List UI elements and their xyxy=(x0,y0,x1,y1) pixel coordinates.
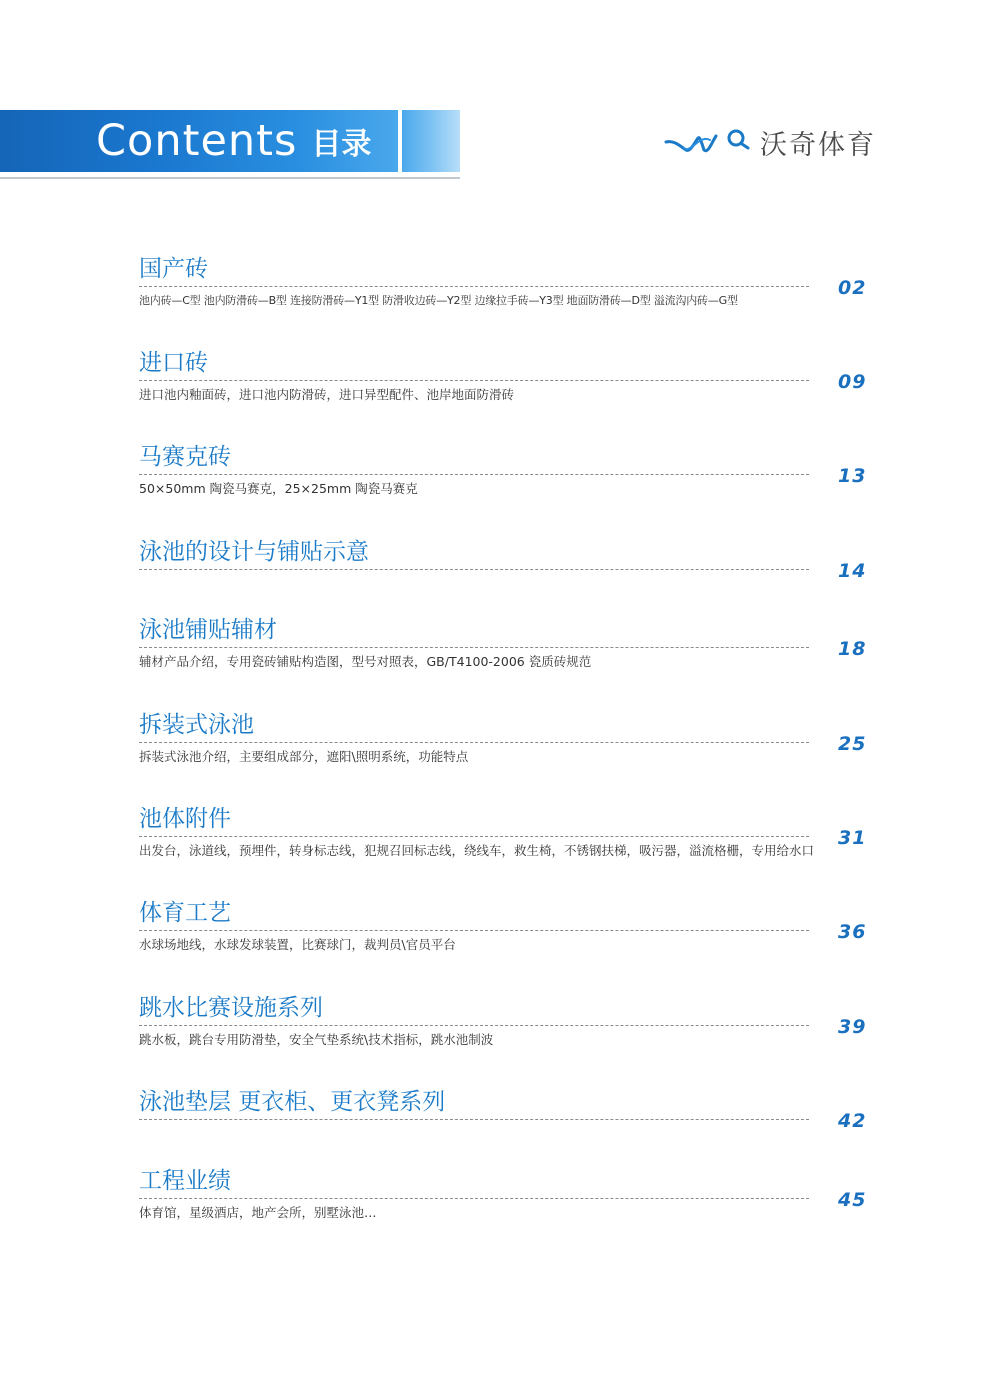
toc-page-number: 36 xyxy=(838,921,867,943)
toc-dashed-rule xyxy=(139,286,809,287)
toc-page-number: 39 xyxy=(838,1016,867,1038)
toc-entry-description: 进口池内釉面砖，进口池内防滑砖，进口异型配件、池岸地面防滑砖 xyxy=(139,387,515,402)
toc-entry-description: 池内砖—C型 池内防滑砖—B型 连接防滑砖—Y1型 防滑收边砖—Y2型 边缘拉手砖—Y3型 地面防滑砖—D型 溢流沟内砖—G型 xyxy=(139,294,738,307)
toc-page-number: 18 xyxy=(838,638,867,660)
toc-entry-description: 辅材产品介绍，专用瓷砖铺贴构造图，型号对照表，GB/T4100-2006 瓷质砖规范 xyxy=(139,654,592,669)
toc-page-number: 13 xyxy=(838,465,867,487)
toc-page-number: 02 xyxy=(838,277,867,299)
toc-dashed-rule xyxy=(139,1025,809,1026)
toc-entry-description: 跳水板，跳台专用防滑垫，安全气垫系统\技术指标，跳水池制波 xyxy=(139,1032,494,1047)
toc-entry-title: 国产砖 xyxy=(139,256,208,282)
toc-entry-description: 出发台，泳道线，预埋件，转身标志线，犯规召回标志线，绕线车，救生椅，不锈钢扶梯，吸污器，溢流格栅，专用给水口 xyxy=(139,843,815,858)
toc-page-number: 25 xyxy=(838,733,867,755)
toc-page-number: 42 xyxy=(838,1110,867,1132)
toc-dashed-rule xyxy=(139,742,809,743)
toc-dashed-rule xyxy=(139,647,809,648)
toc-dashed-rule xyxy=(139,380,809,381)
toc-entry-title: 泳池垫层 更衣柜、更衣凳系列 xyxy=(139,1089,446,1115)
toc-entry-title: 体育工艺 xyxy=(139,900,231,926)
toc-dashed-rule xyxy=(139,836,809,837)
toc-entry-description: 50×50mm 陶瓷马赛克，25×25mm 陶瓷马赛克 xyxy=(139,481,418,496)
toc-dashed-rule xyxy=(139,474,809,475)
toc-entry-title: 泳池铺贴辅材 xyxy=(139,617,277,643)
toc-entry-title: 工程业绩 xyxy=(139,1168,231,1194)
toc-entry-description: 水球场地线，水球发球装置，比赛球门，裁判员\官员平台 xyxy=(139,937,456,952)
toc-page-number: 09 xyxy=(838,371,867,393)
toc-dashed-rule xyxy=(139,1198,809,1199)
toc-dashed-rule xyxy=(139,569,809,570)
page-title-cn: 目录 xyxy=(311,127,372,162)
toc-entry-title: 进口砖 xyxy=(139,350,208,376)
toc-page-number: 14 xyxy=(838,560,867,582)
toc-page-number: 45 xyxy=(838,1189,867,1211)
toc-dashed-rule xyxy=(139,930,809,931)
toc-entry-title: 泳池的设计与铺贴示意 xyxy=(139,539,369,565)
toc-entry-title: 马赛克砖 xyxy=(139,444,231,470)
toc-entry-description: 体育馆，星级酒店，地产会所，别墅泳池… xyxy=(139,1205,377,1220)
toc-entry-description: 拆装式泳池介绍，主要组成部分，遮阳\照明系统，功能特点 xyxy=(139,749,469,764)
toc-dashed-rule xyxy=(139,1119,809,1120)
toc-entry-title: 跳水比赛设施系列 xyxy=(139,995,323,1021)
toc-page-number: 31 xyxy=(838,827,867,849)
brand-name: 沃奇体育 xyxy=(760,129,876,161)
toc-entry-title: 池体附件 xyxy=(139,806,231,832)
page-title-en: Contents xyxy=(96,116,298,166)
toc-entry-title: 拆装式泳池 xyxy=(139,712,254,738)
